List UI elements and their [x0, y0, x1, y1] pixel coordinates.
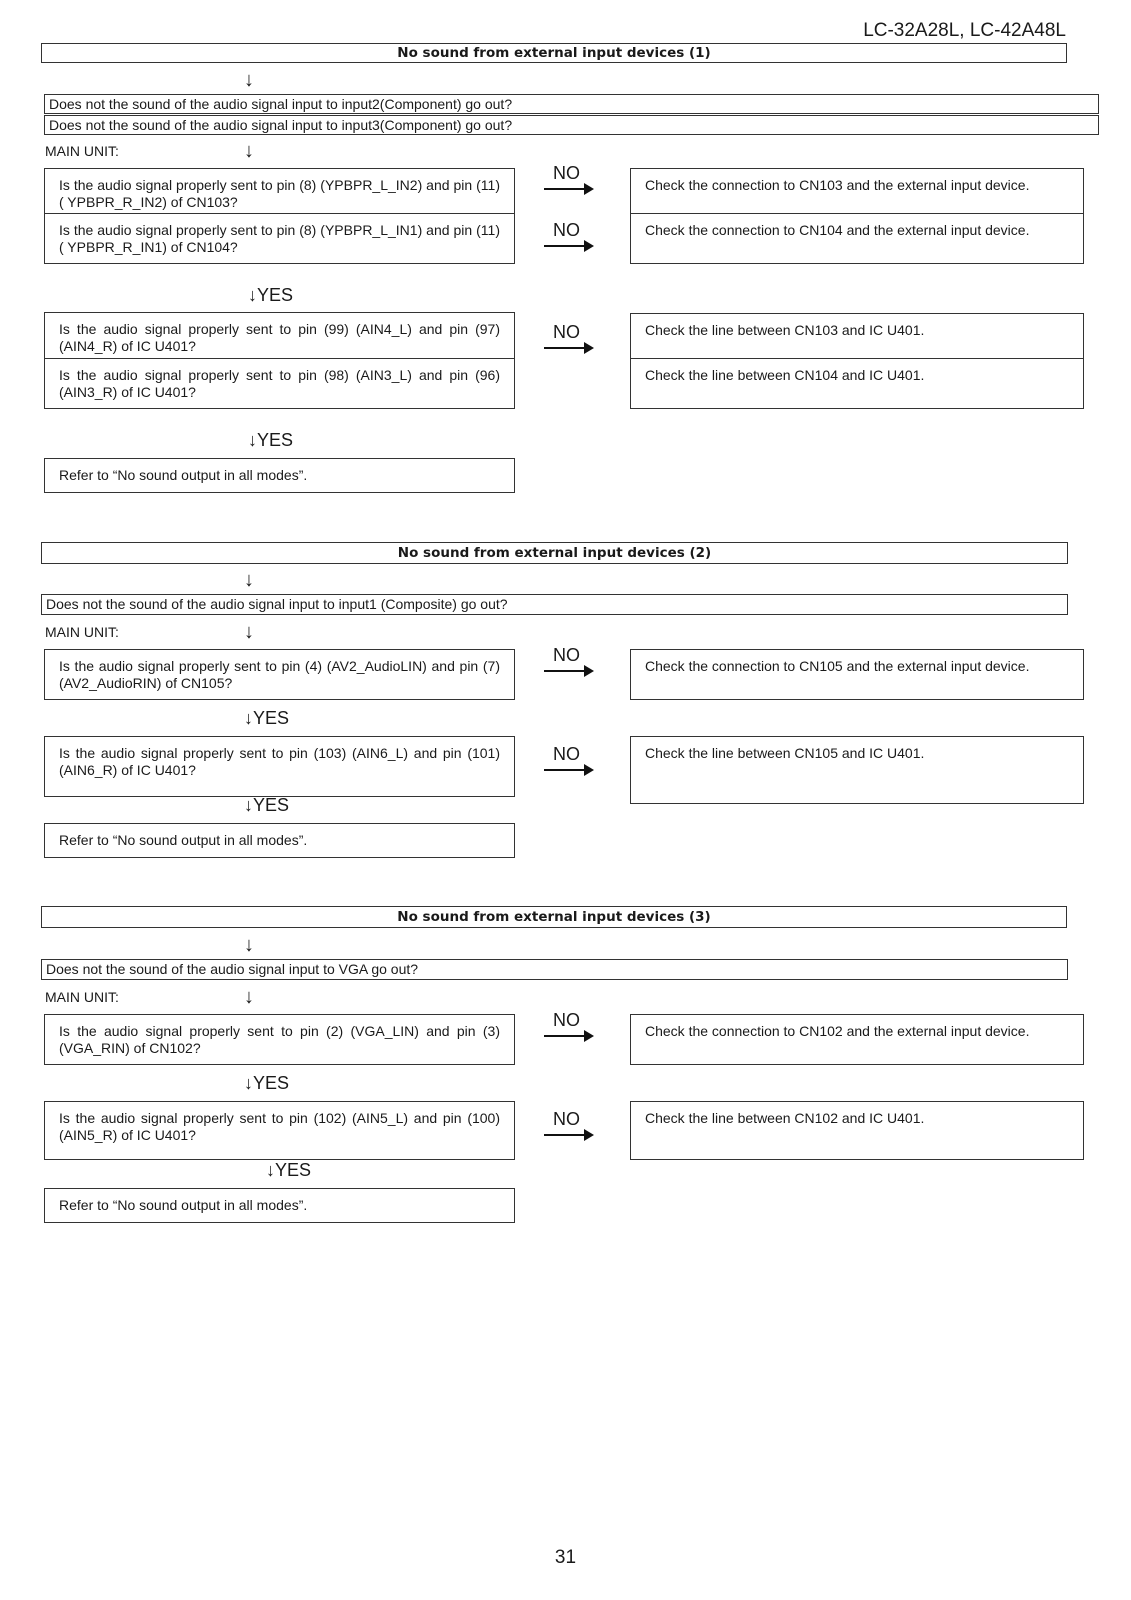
section1-question-b: Does not the sound of the audio signal input to input3(Component) go out? [44, 115, 1099, 135]
section1-step1-check-b: Is the audio signal properly sent to pin (8) (YPBPR_L_IN1) and pin (11)( YPBPR_R_IN1) of CN104? [44, 213, 515, 264]
section2-yes-1: ↓YES [244, 708, 290, 728]
section3-main-unit-label: MAIN UNIT: [45, 989, 119, 1005]
section2-step1-no-arrow [544, 670, 592, 672]
section3-yes-1: ↓YES [244, 1073, 290, 1093]
section1-step1-action-a: Check the connection to CN103 and the external input device. [630, 168, 1084, 214]
section2-main-unit-label: MAIN UNIT: [45, 624, 119, 640]
section3-step1-check: Is the audio signal properly sent to pin (2) (VGA_LIN) and pin (3) (VGA_RIN) of CN102? [44, 1014, 515, 1065]
section3-refer: Refer to “No sound output in all modes”. [44, 1188, 515, 1223]
section1-step1-no-label-a: NO [553, 163, 580, 183]
section1-down-arrow-1: ↓ [244, 69, 254, 91]
section1-step1-check-a: Is the audio signal properly sent to pin (8) (YPBPR_L_IN2) and pin (11)( YPBPR_R_IN2) of CN103? [44, 168, 515, 214]
section2-yes-2: ↓YES [244, 795, 290, 815]
section1-step1-action-b: Check the connection to CN104 and the external input device. [630, 213, 1084, 264]
section1-step2-check-a: Is the audio signal properly sent to pin (99) (AIN4_L) and pin (97) (AIN4_R) of IC U401? [44, 312, 515, 359]
section1-step2-no-label: NO [553, 322, 580, 342]
section1-refer: Refer to “No sound output in all modes”. [44, 458, 515, 493]
section1-step1-no-arrow-a [544, 188, 592, 190]
section1-yes-2: ↓YES [248, 430, 294, 450]
section3-down-arrow-2: ↓ [244, 986, 254, 1008]
section3-question: Does not the sound of the audio signal input to VGA go out? [41, 959, 1068, 980]
section1-step2-action-a: Check the line between CN103 and IC U401. [630, 313, 1084, 359]
section3-step2-no-label: NO [553, 1109, 580, 1129]
section1-step1-no-arrow-b [544, 245, 592, 247]
section2-step2-no-label: NO [553, 744, 580, 764]
model-number: LC-32A28L, LC-42A48L [863, 20, 1066, 41]
section1-step2-action-b: Check the line between CN104 and IC U401. [630, 358, 1084, 409]
section3-down-arrow-1: ↓ [244, 934, 254, 956]
section2-step2-check: Is the audio signal properly sent to pin (103) (AIN6_L) and pin (101) (AIN6_R) of IC U401? [44, 736, 515, 797]
section3-step2-no-arrow [544, 1134, 592, 1136]
section2-title: No sound from external input devices (2) [41, 542, 1068, 564]
section2-step1-action: Check the connection to CN105 and the external input device. [630, 649, 1084, 700]
section3-title: No sound from external input devices (3) [41, 906, 1067, 928]
section1-step2-no-arrow [544, 347, 592, 349]
section2-step2-action: Check the line between CN105 and IC U401. [630, 736, 1084, 804]
section1-step2-check-b: Is the audio signal properly sent to pin (98) (AIN3_L) and pin (96) (AIN3_R) of IC U401? [44, 358, 515, 409]
section2-down-arrow-2: ↓ [244, 621, 254, 643]
section2-step1-check: Is the audio signal properly sent to pin (4) (AV2_AudioLIN) and pin (7) (AV2_AudioRIN) of CN105? [44, 649, 515, 700]
page-number: 31 [554, 1547, 577, 1568]
section2-step1-no-label: NO [553, 645, 580, 665]
section3-step1-no-arrow [544, 1035, 592, 1037]
section3-yes-2: ↓YES [266, 1160, 312, 1180]
section1-yes-1: ↓YES [248, 285, 294, 305]
section3-step1-action: Check the connection to CN102 and the external input device. [630, 1014, 1084, 1065]
section3-step2-action: Check the line between CN102 and IC U401. [630, 1101, 1084, 1160]
section3-step2-check: Is the audio signal properly sent to pin (102) (AIN5_L) and pin (100) (AIN5_R) of IC U401? [44, 1101, 515, 1160]
section1-title: No sound from external input devices (1) [41, 43, 1067, 63]
section1-step1-no-label-b: NO [553, 220, 580, 240]
section2-step2-no-arrow [544, 769, 592, 771]
section2-question: Does not the sound of the audio signal input to input1 (Composite) go out? [41, 594, 1068, 615]
section3-step1-no-label: NO [553, 1010, 580, 1030]
section1-down-arrow-2: ↓ [244, 140, 254, 162]
section1-main-unit-label: MAIN UNIT: [45, 143, 119, 159]
section2-refer: Refer to “No sound output in all modes”. [44, 823, 515, 858]
section2-down-arrow-1: ↓ [244, 569, 254, 591]
section1-question-a: Does not the sound of the audio signal input to input2(Component) go out? [44, 94, 1099, 114]
